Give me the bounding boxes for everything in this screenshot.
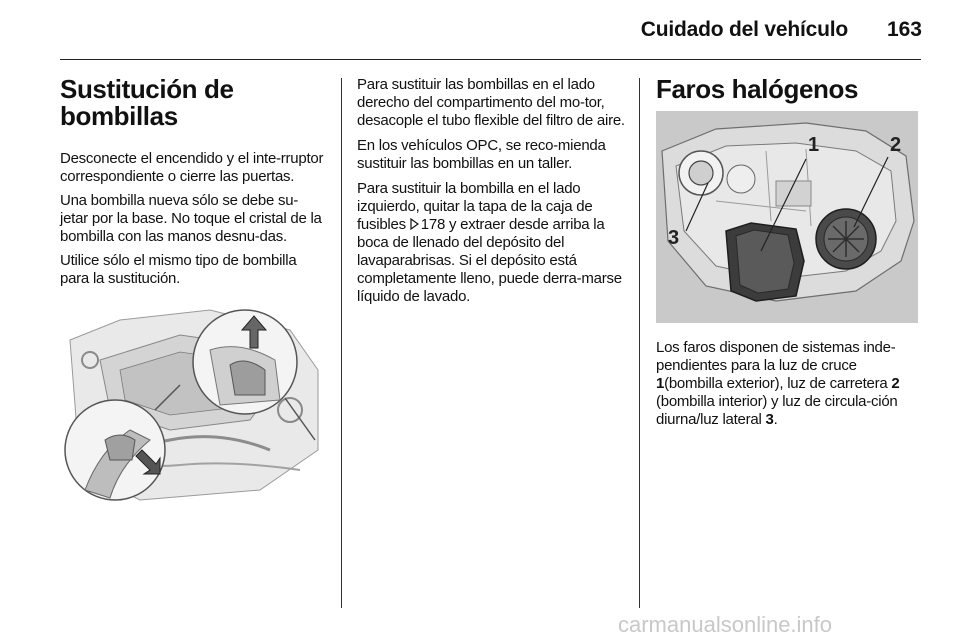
paragraph: Desconecte el encendido y el inte-rruptor correspondiente o cierre las puertas. bbox=[60, 150, 324, 185]
caption-text: Los faros disponen de sistemas inde-pendientes para la luz de cruce bbox=[656, 339, 896, 374]
callout-label-1: 1 bbox=[808, 134, 820, 156]
column-divider-1 bbox=[341, 78, 342, 608]
page-header-title: Cuidado del vehículo bbox=[640, 18, 848, 41]
watermark: carmanualsonline.info bbox=[618, 612, 833, 637]
column-2 bbox=[357, 76, 625, 313]
caption-text: (bombilla interior) y luz de circula-ción diurna/luz lateral bbox=[656, 393, 898, 428]
paragraph-text: Para sustituir la bombilla en el lado izquierdo, quitar la tapa de la caja de fusibles bbox=[357, 180, 593, 233]
page-number: 163 bbox=[886, 18, 922, 41]
paragraph: Utilice sólo el mismo tipo de bombilla para la sustitución. bbox=[60, 252, 297, 287]
page-reference-number[interactable]: 178 bbox=[420, 216, 446, 233]
paragraph bbox=[357, 180, 625, 306]
column-divider-2 bbox=[639, 78, 640, 608]
page-reference-arrow-icon bbox=[410, 218, 419, 230]
caption-text: . bbox=[773, 411, 778, 428]
heading-line-2: bombillas bbox=[60, 101, 178, 131]
caption-ref-2: 2 bbox=[891, 375, 900, 392]
section-heading-bulb-replacement bbox=[60, 76, 325, 130]
paragraph: Una bombilla nueva sólo se debe su-jetar por la base. No toque el cristal de la bombilla con las manos desnu-das. bbox=[60, 192, 322, 245]
paragraph: Para sustituir las bombillas en el lado derecho del compartimento del mo-tor, desacople el tubo flexible del filtro de aire. bbox=[357, 76, 625, 129]
column-1 bbox=[60, 76, 325, 512]
section-heading-halogen-headlamps: Faros halógenos bbox=[656, 74, 859, 104]
paragraph: En los vehículos OPC, se reco-mienda sustituir las bombillas en un taller. bbox=[357, 137, 606, 172]
caption-text: (bombilla exterior), luz de carretera bbox=[664, 375, 892, 392]
heading-line-1: Sustitución de bbox=[60, 74, 234, 104]
paragraph-text: y extraer desde arriba la boca de llenado del depósito del lavaparabrisas. Si el depósito está completamente lleno, puede derra-marse líquido de lavado. bbox=[357, 216, 622, 305]
headlamp-caption bbox=[656, 339, 922, 429]
caption-ref-1: 1 bbox=[656, 375, 665, 392]
header-divider bbox=[60, 59, 921, 60]
callout-label-3: 3 bbox=[668, 227, 680, 249]
engine-compartment-illustration bbox=[60, 300, 323, 512]
callout-label-2: 2 bbox=[890, 134, 902, 156]
column-3 bbox=[656, 76, 922, 435]
caption-ref-3: 3 bbox=[765, 411, 774, 428]
headlamp-illustration bbox=[656, 111, 918, 323]
